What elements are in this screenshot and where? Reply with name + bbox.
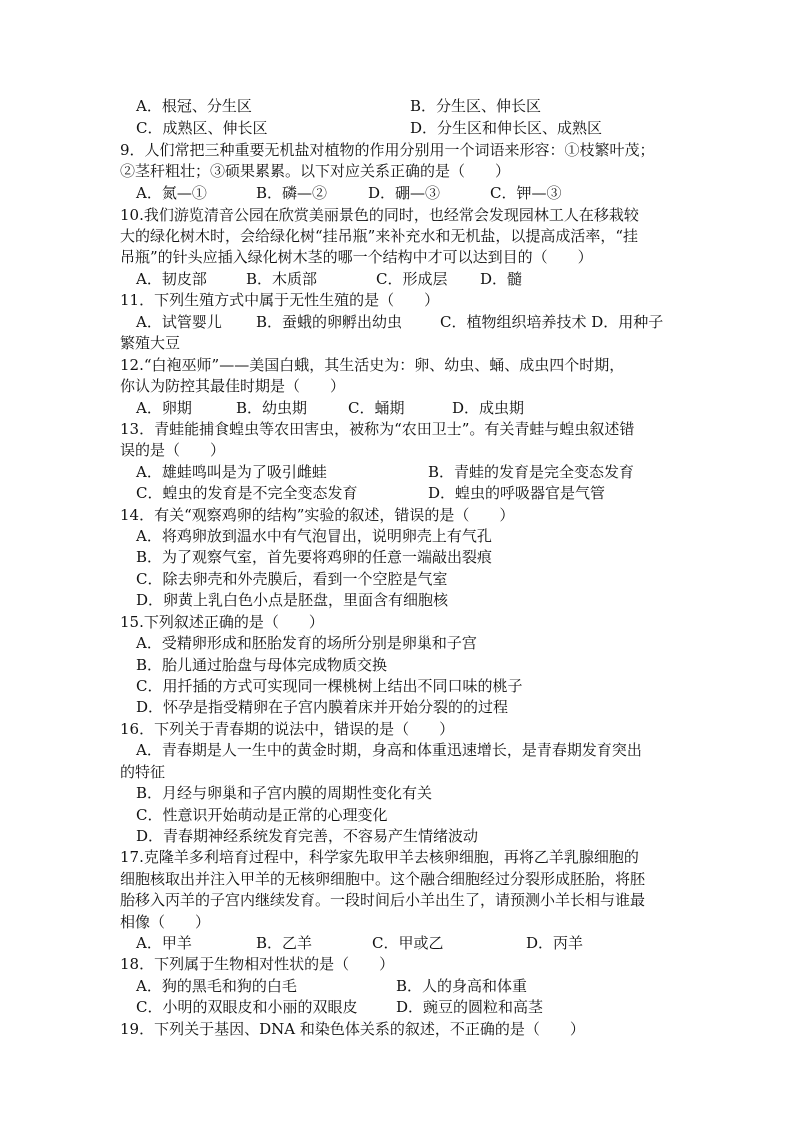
q17-stem-line2: 细胞核取出并注入甲羊的无核卵细胞中。这个融合细胞经过分裂形成胚胎，将胚 xyxy=(120,870,646,888)
q15-stem: 15.下列叙述正确的是（ ） xyxy=(120,613,324,631)
q16-option-b: B．月经与卵巢和子宫内膜的周期性变化有关 xyxy=(136,784,433,802)
q10-stem-line1: 10.我们游览清音公园在欣赏美丽景色的同时，也经常会发现园林工人在移栽较 xyxy=(120,206,639,224)
q10-option-c: C．形成层 xyxy=(376,270,448,288)
q18-option-c: C．小明的双眼皮和小丽的双眼皮 xyxy=(136,998,358,1016)
q10-option-b: B．木质部 xyxy=(246,270,318,288)
q16-option-a: A．青春期是人一生中的黄金时期，身高和体重迅速增长，是青春期发育突出 xyxy=(136,741,642,759)
q16-stem: 16．下列关于青春期的说法中，错误的是（ ） xyxy=(120,720,455,738)
q17-stem-line3: 胎移入丙羊的子宫内继续发育。一段时间后小羊出生了，请预测小羊长相与谁最 xyxy=(120,891,646,909)
q14-option-a: A．将鸡卵放到温水中有气泡冒出，说明卵壳上有气孔 xyxy=(136,527,492,545)
q15-option-a: A．受精卵形成和胚胎发育的场所分别是卵巢和子宫 xyxy=(136,634,477,652)
q8-option-b: B．分生区、伸长区 xyxy=(410,97,542,115)
q10-stem-line2: 大的绿化树木时，会给绿化树“挂吊瓶”来补充水和无机盐，以提高成活率，“挂 xyxy=(120,227,639,245)
q12-stem-line2: 你认为防控其最佳时期是（ ） xyxy=(120,377,346,395)
q12-stem-line1: 12.“白袍巫师”——美国白蛾，其生活史为：卵、幼虫、蛹、成虫四个时期， xyxy=(120,356,625,374)
q13-stem-line2: 误的是（ ） xyxy=(120,441,226,459)
q14-option-c: C．除去卵壳和外壳膜后，看到一个空腔是气室 xyxy=(136,570,448,588)
q11-option-b: B．蚕蛾的卵孵出幼虫 xyxy=(256,313,403,331)
q9-option-c: C．钾—③ xyxy=(490,184,562,202)
q11-option-c-d: C．植物组织培养技术 D．用种子 xyxy=(440,313,664,331)
q16-option-d: D．青春期神经系统发育完善，不容易产生情绪波动 xyxy=(136,827,479,845)
q15-option-d: D．怀孕是指受精卵在子宫内膜着床并开始分裂的的过程 xyxy=(136,698,509,716)
q9-option-d: D．硼—③ xyxy=(368,184,441,202)
q8-option-c: C．成熟区、伸长区 xyxy=(136,119,268,137)
q9-option-b: B．磷—② xyxy=(256,184,328,202)
q13-stem-line1: 13．青蛙能捕食蝗虫等农田害虫，被称为“农田卫士”。有关青蛙与蝗虫叙述错 xyxy=(120,420,635,438)
q10-option-d: D．髓 xyxy=(480,270,523,288)
q11-option-d-cont: 繁殖大豆 xyxy=(120,334,181,352)
q14-option-d: D．卵黄上乳白色小点是胚盘，里面含有细胞核 xyxy=(136,591,449,609)
q9-stem-line2: ②茎秆粗壮；③硕果累累。以下对应关系正确的是（ ） xyxy=(120,162,511,180)
q9-option-a: A．氮—① xyxy=(136,184,207,202)
q11-stem: 11．下列生殖方式中属于无性生殖的是（ ） xyxy=(120,291,440,309)
q12-option-a: A．卵期 xyxy=(136,399,192,417)
q17-stem-line4: 相像（ ） xyxy=(120,913,211,931)
q15-option-c: C．用扦插的方式可实现同一棵桃树上结出不同口味的桃子 xyxy=(136,677,523,695)
q12-option-d: D．成虫期 xyxy=(452,399,525,417)
q13-option-d: D．蝗虫的呼吸器官是气管 xyxy=(428,484,606,502)
q13-option-b: B．青蛙的发育是完全变态发育 xyxy=(428,463,635,481)
q17-option-a: A．甲羊 xyxy=(136,934,192,952)
q17-option-b: B．乙羊 xyxy=(256,934,313,952)
q16-option-a-cont: 的特征 xyxy=(120,763,166,781)
q18-option-b: B．人的身高和体重 xyxy=(396,977,528,995)
q14-stem: 14．有关“观察鸡卵的结构”实验的叙述，错误的是（ ） xyxy=(120,506,515,524)
q14-option-b: B．为了观察气室，首先要将鸡卵的任意一端敲出裂痕 xyxy=(136,548,493,566)
q17-stem-line1: 17.克隆羊多利培育过程中，科学家先取甲羊去核卵细胞，再将乙羊乳腺细胞的 xyxy=(120,848,639,866)
q17-option-c: C．甲或乙 xyxy=(372,934,444,952)
q18-option-d: D．豌豆的圆粒和高茎 xyxy=(396,998,544,1016)
q8-option-a: A．根冠、分生区 xyxy=(136,97,252,115)
q12-option-b: B．幼虫期 xyxy=(236,399,308,417)
q12-option-c: C．蛹期 xyxy=(348,399,405,417)
q8-option-d: D．分生区和伸长区、成熟区 xyxy=(410,119,603,137)
q17-option-d: D．丙羊 xyxy=(526,934,584,952)
q11-option-a: A．试管婴儿 xyxy=(136,313,222,331)
q18-option-a: A．狗的黑毛和狗的白毛 xyxy=(136,977,297,995)
q9-stem-line1: 9．人们常把三种重要无机盐对植物的作用分别用一个词语来形容：①枝繁叶茂； xyxy=(120,141,655,159)
q16-option-c: C．性意识开始萌动是正常的心理变化 xyxy=(136,806,388,824)
q13-option-c: C．蝗虫的发育是不完全变态发育 xyxy=(136,484,358,502)
q13-option-a: A．雄蛙鸣叫是为了吸引雌蛙 xyxy=(136,463,327,481)
q10-stem-line3: 吊瓶”的针头应插入绿化树木茎的哪一个结构中才可以达到目的（ ） xyxy=(120,248,593,266)
q18-stem: 18．下列属于生物相对性状的是（ ） xyxy=(120,955,395,973)
q15-option-b: B．胎儿通过胎盘与母体完成物质交换 xyxy=(136,656,388,674)
q10-option-a: A．韧皮部 xyxy=(136,270,207,288)
q19-stem: 19．下列关于基因、DNA 和染色体关系的叙述，不正确的是（ ） xyxy=(120,1020,585,1038)
